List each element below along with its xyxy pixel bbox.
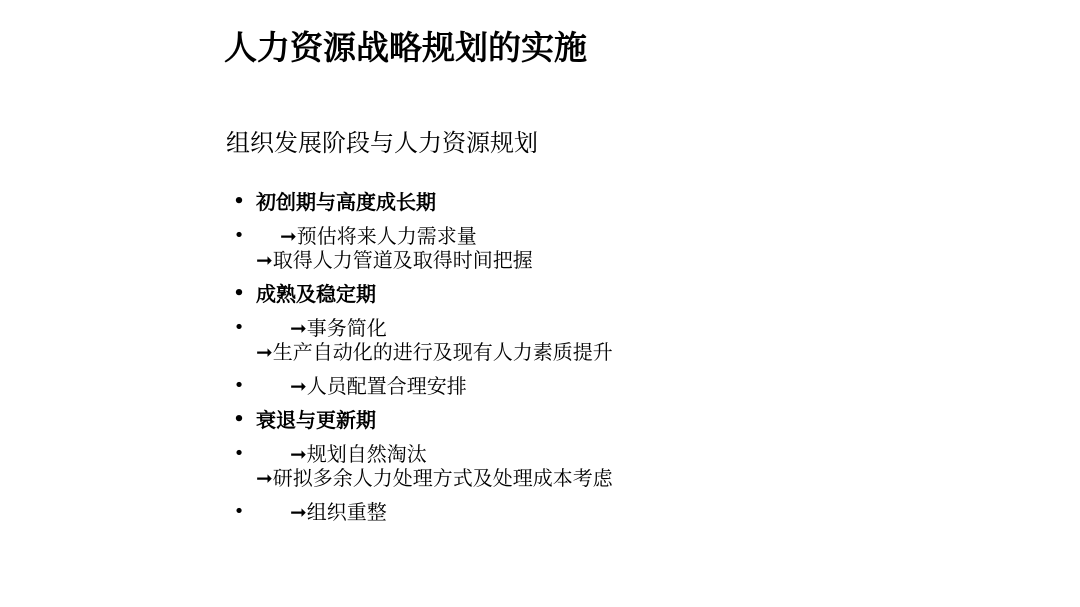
bullet-icon: • xyxy=(233,375,245,396)
item-line: ➞预估将来人力需求量 xyxy=(280,224,477,248)
bullet-list xyxy=(232,190,613,524)
list-item xyxy=(232,500,613,524)
item-line: ➞规划自然淘汰 xyxy=(290,442,427,466)
bullet-icon: • xyxy=(233,409,245,430)
item-line: ➞组织重整 xyxy=(290,500,387,524)
slide-subtitle: 组织发展阶段与人力资源规划 xyxy=(226,129,538,157)
list-item xyxy=(232,190,613,214)
stage-heading: 衰退与更新期 xyxy=(256,408,376,432)
bullet-icon: • xyxy=(233,317,245,338)
list-item xyxy=(232,374,613,398)
item-line: ➞事务简化 xyxy=(290,316,387,340)
bullet-icon: • xyxy=(233,225,245,246)
bullet-icon: • xyxy=(233,443,245,464)
list-item xyxy=(232,442,613,490)
bullet-icon: • xyxy=(233,191,245,212)
item-line: ➞取得人力管道及取得时间把握 xyxy=(256,248,533,272)
item-line: ➞研拟多余人力处理方式及处理成本考虑 xyxy=(256,466,613,490)
list-item xyxy=(232,316,613,364)
bullet-icon: • xyxy=(233,501,245,522)
list-item xyxy=(232,282,613,306)
slide-title: 人力资源战略规划的实施 xyxy=(224,28,587,67)
item-line: ➞生产自动化的进行及现有人力素质提升 xyxy=(256,340,613,364)
list-item xyxy=(232,224,613,272)
list-item xyxy=(232,408,613,432)
stage-heading: 成熟及稳定期 xyxy=(256,282,376,306)
item-line: ➞人员配置合理安排 xyxy=(290,374,467,398)
stage-heading: 初创期与高度成长期 xyxy=(256,190,436,214)
bullet-icon: • xyxy=(233,283,245,304)
